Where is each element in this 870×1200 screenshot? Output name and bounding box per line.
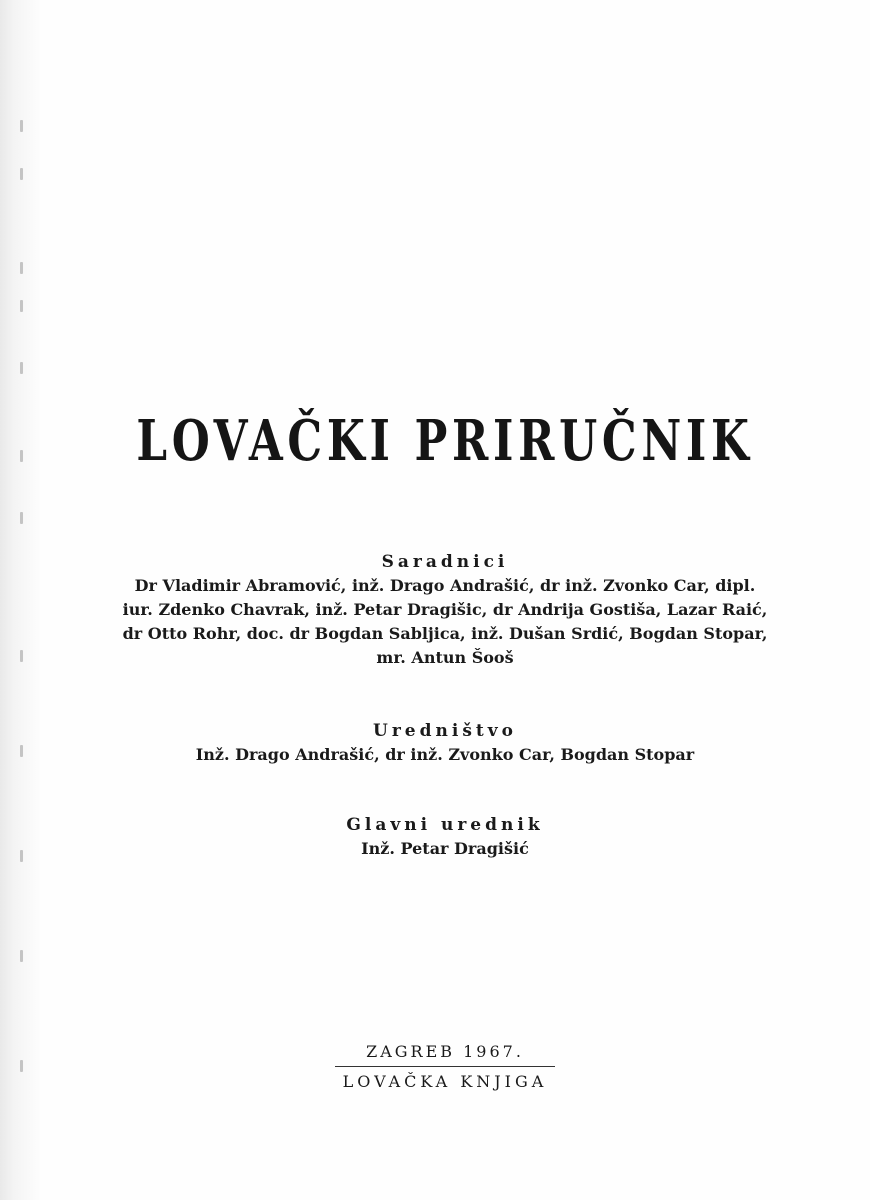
editorial-heading: Uredništvo: [373, 721, 517, 741]
chief-editor-heading: Glavni urednik: [346, 815, 544, 835]
chief-editor-section: [100, 813, 790, 861]
editorial-section: [100, 719, 790, 767]
binding-mark: [20, 362, 23, 374]
contributors-line: iur. Zdenko Chavrak, inž. Petar Dragišic, dr Andrija Gostiša, Lazar Raić,: [122, 600, 768, 619]
binding-mark: [20, 450, 23, 462]
imprint-city-year: ZAGREB 1967.: [366, 1042, 524, 1061]
contributors-line: Dr Vladimir Abramović, inž. Drago Andrašić, dr inž. Zvonko Car, dipl.: [134, 576, 756, 595]
binding-mark: [20, 1060, 23, 1072]
binding-mark: [20, 512, 23, 524]
contributors-line: mr. Antun Šooš: [376, 648, 514, 667]
binding-mark: [20, 300, 23, 312]
contributors-line: dr Otto Rohr, doc. dr Bogdan Sabljica, inž. Dušan Srdić, Bogdan Stopar,: [122, 624, 768, 643]
imprint-divider: [335, 1066, 555, 1067]
binding-mark: [20, 950, 23, 962]
imprint: [335, 1040, 555, 1093]
contributors-heading: Saradnici: [381, 552, 509, 572]
binding-mark: [20, 850, 23, 862]
binding-mark: [20, 120, 23, 132]
binding-mark: [20, 650, 23, 662]
binding-mark: [20, 262, 23, 274]
imprint-publisher: LOVAČKA KNJIGA: [342, 1072, 548, 1091]
binding-mark: [20, 168, 23, 180]
binding-mark: [20, 745, 23, 757]
editorial-line: Inž. Drago Andrašić, dr inž. Zvonko Car, Bogdan Stopar: [195, 745, 695, 764]
binding-shadow: [0, 0, 40, 1200]
book-title: LOVAČKI PRIRUČNIK: [136, 408, 754, 474]
chief-editor-line: Inž. Petar Dragišić: [361, 839, 529, 858]
contributors-section: [100, 550, 790, 670]
